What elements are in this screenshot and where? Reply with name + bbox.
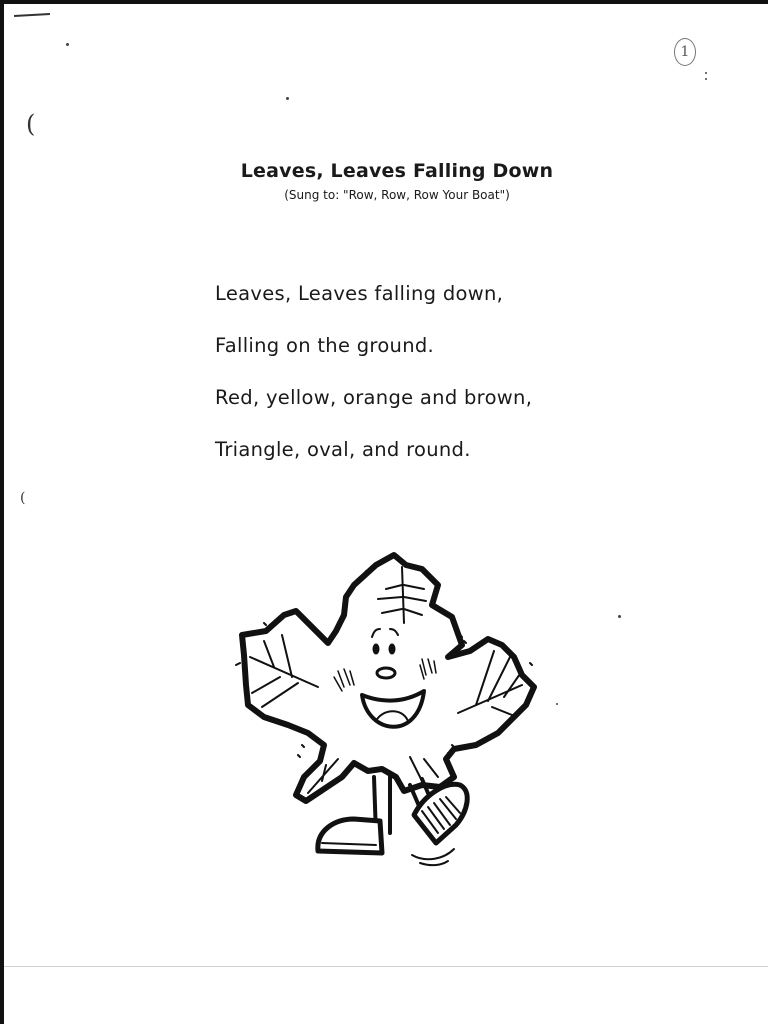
verse-line: Red, yellow, orange and brown, — [215, 386, 533, 409]
scan-speck — [705, 72, 707, 74]
verse-line: Leaves, Leaves falling down, — [215, 282, 504, 305]
song-title: Leaves, Leaves Falling Down — [240, 160, 554, 182]
verse-line: Falling on the ground. — [215, 334, 435, 357]
margin-bracket-mark: ( — [26, 110, 36, 138]
song-subtitle: (Sung to: "Row, Row, Row Your Boat") — [284, 188, 510, 202]
scan-edge-top — [0, 0, 768, 4]
pen-mark — [14, 13, 50, 17]
scan-speck — [66, 43, 69, 46]
scan-speck — [705, 78, 707, 80]
page-number: 1 — [674, 38, 696, 66]
scan-speck — [556, 703, 558, 705]
scan-speck — [286, 97, 289, 100]
scanner-background — [0, 966, 768, 1024]
motion-lines — [412, 849, 454, 865]
scan-edge-left — [0, 966, 4, 1024]
leaf-eye — [373, 644, 379, 654]
maple-leaf-icon — [226, 545, 546, 875]
scan-edge-left — [0, 0, 4, 1024]
leaf-shoe — [318, 819, 382, 853]
leaf-eye — [389, 644, 395, 654]
margin-bracket-mark: ( — [20, 490, 26, 506]
verse-line: Triangle, oval, and round. — [215, 438, 471, 461]
scan-speck — [618, 615, 621, 618]
leaf-nose — [377, 668, 395, 678]
